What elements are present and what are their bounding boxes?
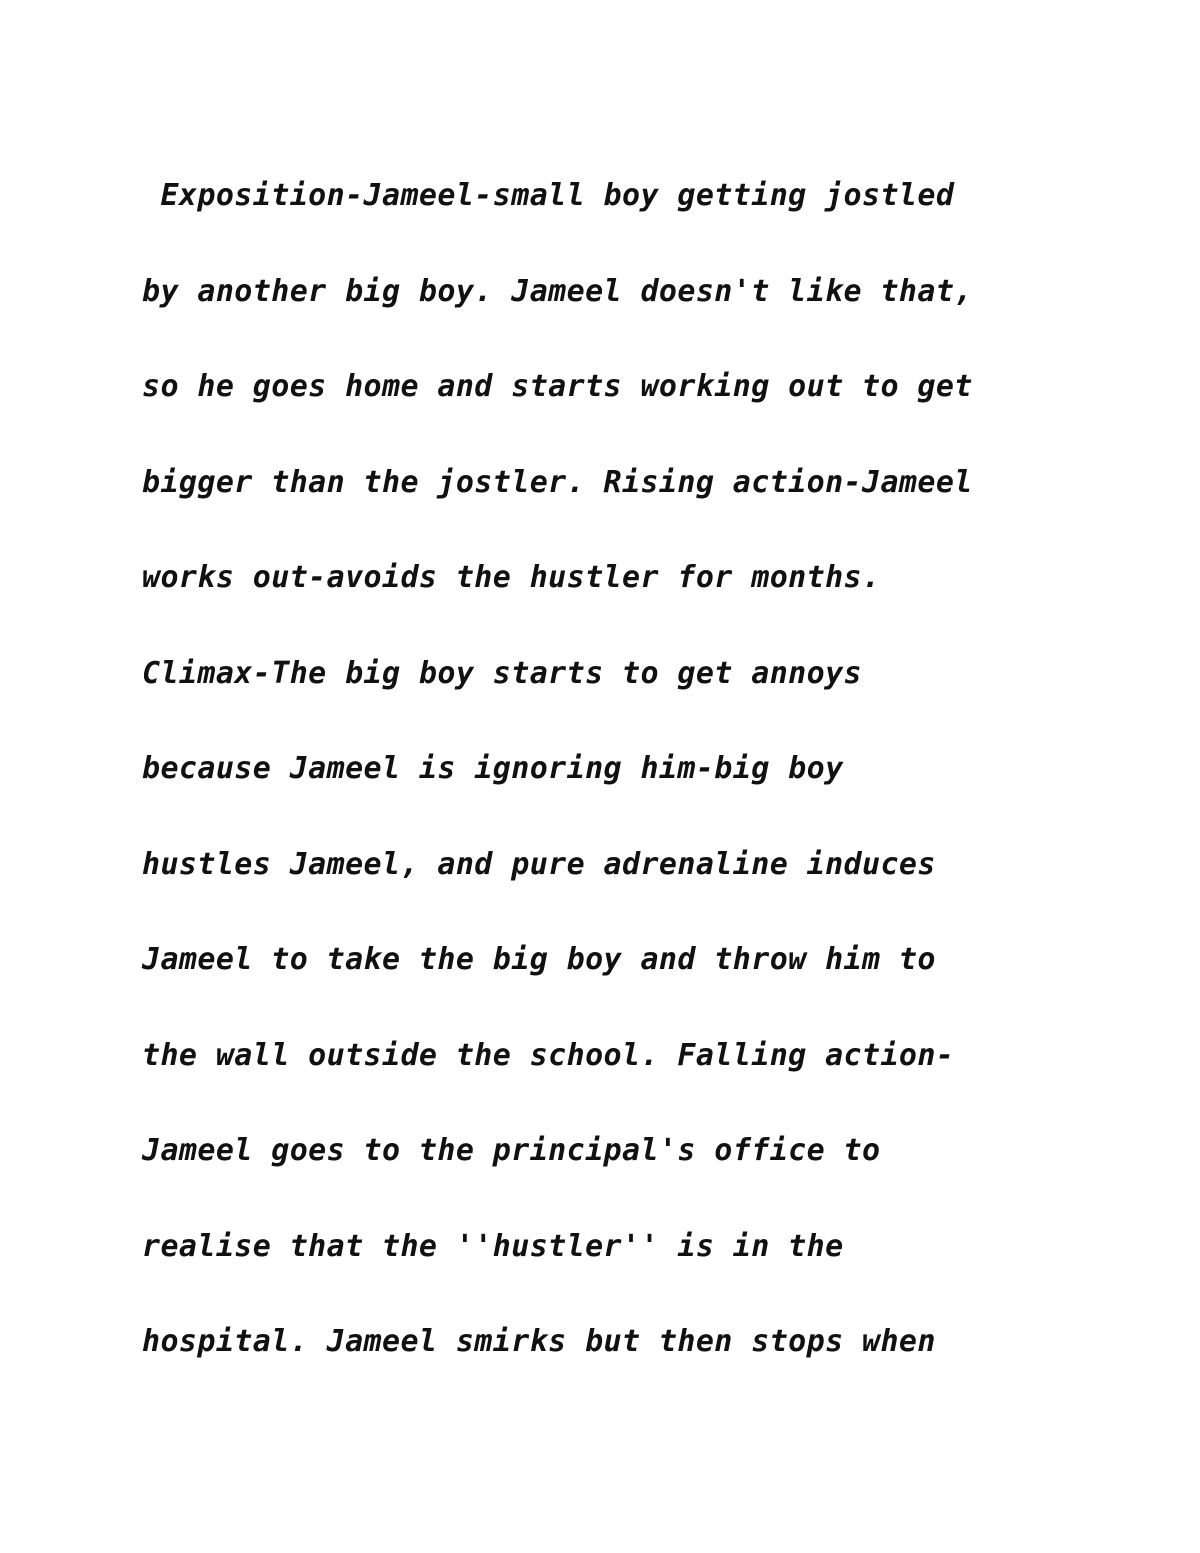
text-line: Jameel goes to the principal's office to (142, 1133, 881, 1168)
handwritten-text-block (142, 148, 1142, 1390)
text-line: Climax-The big boy starts to get annoys (142, 655, 862, 691)
text-line: hospital. Jameel smirks but then stops when (142, 1324, 936, 1359)
text-line: realise that the ''hustler'' is in the (142, 1228, 844, 1264)
text-line: works out-avoids the hustler for months. (142, 560, 881, 595)
text-line: hustles Jameel, and pure adrenaline induces (142, 846, 936, 882)
text-line: the wall outside the school. Falling action- (142, 1037, 955, 1073)
text-line: bigger than the jostler. Rising action-Jameel (142, 464, 973, 500)
text-line: by another big boy. Jameel doesn't like that, (142, 273, 973, 309)
text-line: so he goes home and starts working out to get (142, 369, 973, 404)
text-line: Exposition-Jameel-small boy getting jostled (142, 178, 955, 213)
text-line: Jameel to take the big boy and throw him to (142, 942, 936, 977)
text-line: because Jameel is ignoring him-big boy (142, 751, 844, 786)
